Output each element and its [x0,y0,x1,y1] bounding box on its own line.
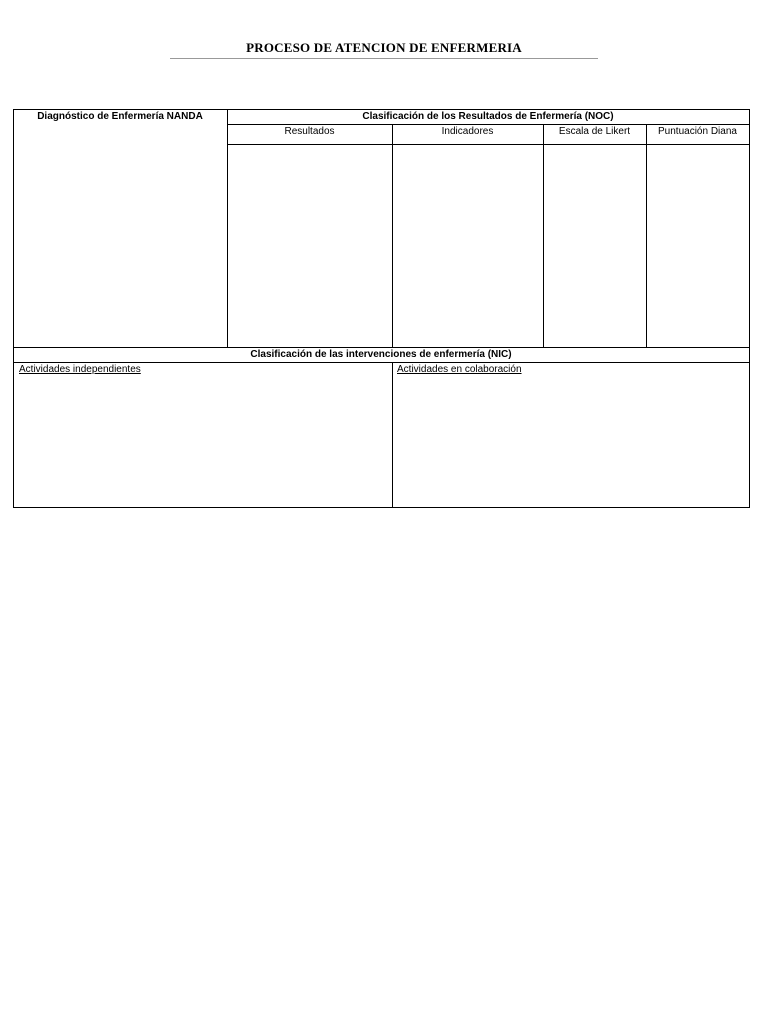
document-title: PROCESO DE ATENCION DE ENFERMERIA [170,40,598,59]
column-header-puntuacion-diana: Puntuación Diana [658,126,737,137]
nanda-diagnosis-header: Diagnóstico de Enfermería NANDA [37,111,203,122]
column-header-indicadores: Indicadores [441,126,494,137]
escala-likert-field[interactable] [544,145,645,346]
nic-header: Clasificación de las intervenciones de enfermería (NIC) [250,349,512,360]
independent-activities-label: Actividades independientes [19,364,141,375]
collaborative-activities-label: Actividades en colaboración [397,364,522,375]
column-header-resultados: Resultados [284,126,335,137]
resultados-field[interactable] [228,145,391,346]
nanda-diagnosis-field[interactable] [14,125,226,346]
column-header-escala-likert: Escala de Likert [558,126,631,137]
noc-header: Clasificación de los Resultados de Enfermería (NOC) [362,111,614,122]
indicadores-field[interactable] [393,145,542,346]
collaborative-activities-field[interactable] [393,378,748,506]
puntuacion-diana-field[interactable] [647,145,748,346]
independent-activities-field[interactable] [14,378,391,506]
